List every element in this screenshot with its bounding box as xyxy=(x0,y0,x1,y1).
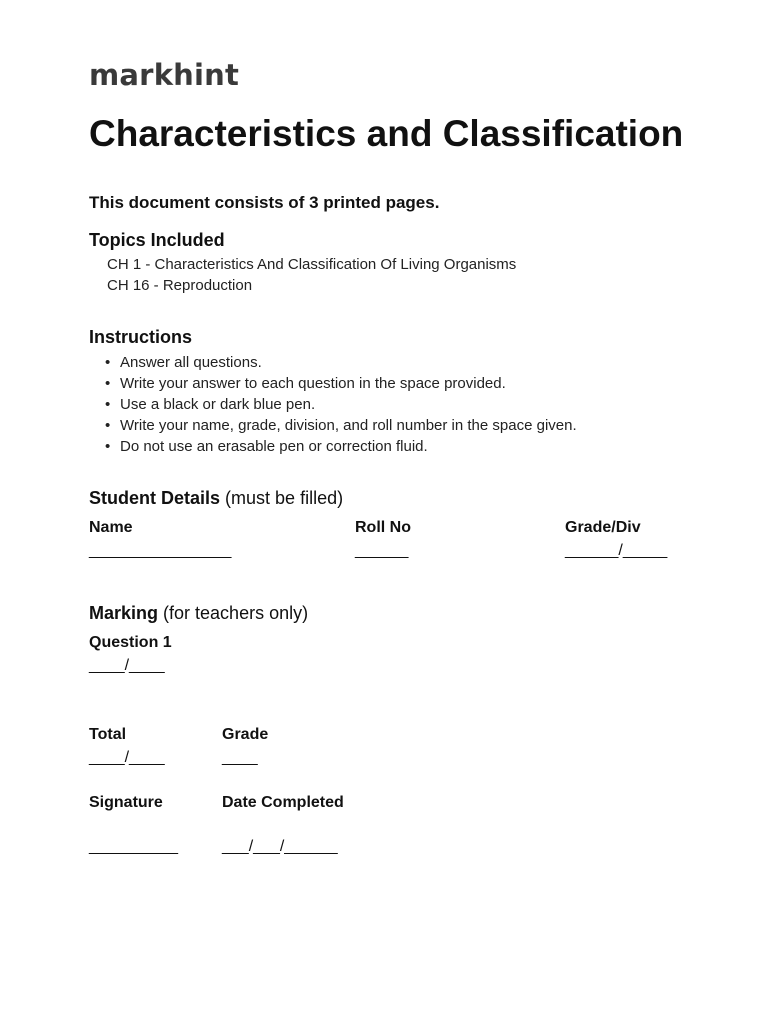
marking-note: (for teachers only) xyxy=(163,603,309,623)
instruction-item: • Write your answer to each question in the space provided. xyxy=(105,373,577,394)
grade-div-field[interactable]: ______/_____ xyxy=(565,542,668,559)
marking-title: Marking xyxy=(89,603,159,623)
student-details-title: Student Details xyxy=(89,488,221,508)
roll-no-label: Roll No xyxy=(355,519,411,536)
topic-item: CH 1 - Characteristics And Classification Of Living Organisms xyxy=(107,256,517,273)
brand-logo: markhint xyxy=(89,58,240,92)
question-1-label: Question 1 xyxy=(89,634,172,651)
total-label: Total xyxy=(89,726,127,743)
instruction-item: • Answer all questions. xyxy=(105,352,577,373)
pages-note: This document consists of 3 printed pages. xyxy=(89,193,440,212)
topics-heading: Topics Included xyxy=(89,230,225,250)
instruction-item: • Do not use an erasable pen or correction fluid. xyxy=(105,436,577,457)
topic-item: CH 16 - Reproduction xyxy=(107,277,253,294)
grade-label: Grade xyxy=(222,726,269,743)
signature-field[interactable]: __________ xyxy=(89,838,178,855)
grade-field[interactable]: ____ xyxy=(222,749,258,766)
instruction-item: • Use a black or dark blue pen. xyxy=(105,394,577,415)
date-completed-field[interactable]: ___/___/______ xyxy=(222,838,338,855)
student-details-note: (must be filled) xyxy=(225,488,344,508)
question-1-score[interactable]: ____/____ xyxy=(89,657,165,674)
name-field[interactable]: ________________ xyxy=(89,542,232,559)
grade-div-label: Grade/Div xyxy=(565,519,641,536)
page-title: Characteristics and Classification xyxy=(89,113,684,154)
date-completed-label: Date Completed xyxy=(222,794,344,811)
instructions-heading: Instructions xyxy=(89,327,193,347)
total-score[interactable]: ____/____ xyxy=(89,749,165,766)
roll-no-field[interactable]: ______ xyxy=(355,542,409,559)
marking-heading xyxy=(89,603,308,624)
name-label: Name xyxy=(89,519,133,536)
instructions-list xyxy=(105,352,577,457)
signature-label: Signature xyxy=(89,794,163,811)
student-details-heading xyxy=(89,488,343,509)
instruction-item: • Write your name, grade, division, and roll number in the space given. xyxy=(105,415,577,436)
